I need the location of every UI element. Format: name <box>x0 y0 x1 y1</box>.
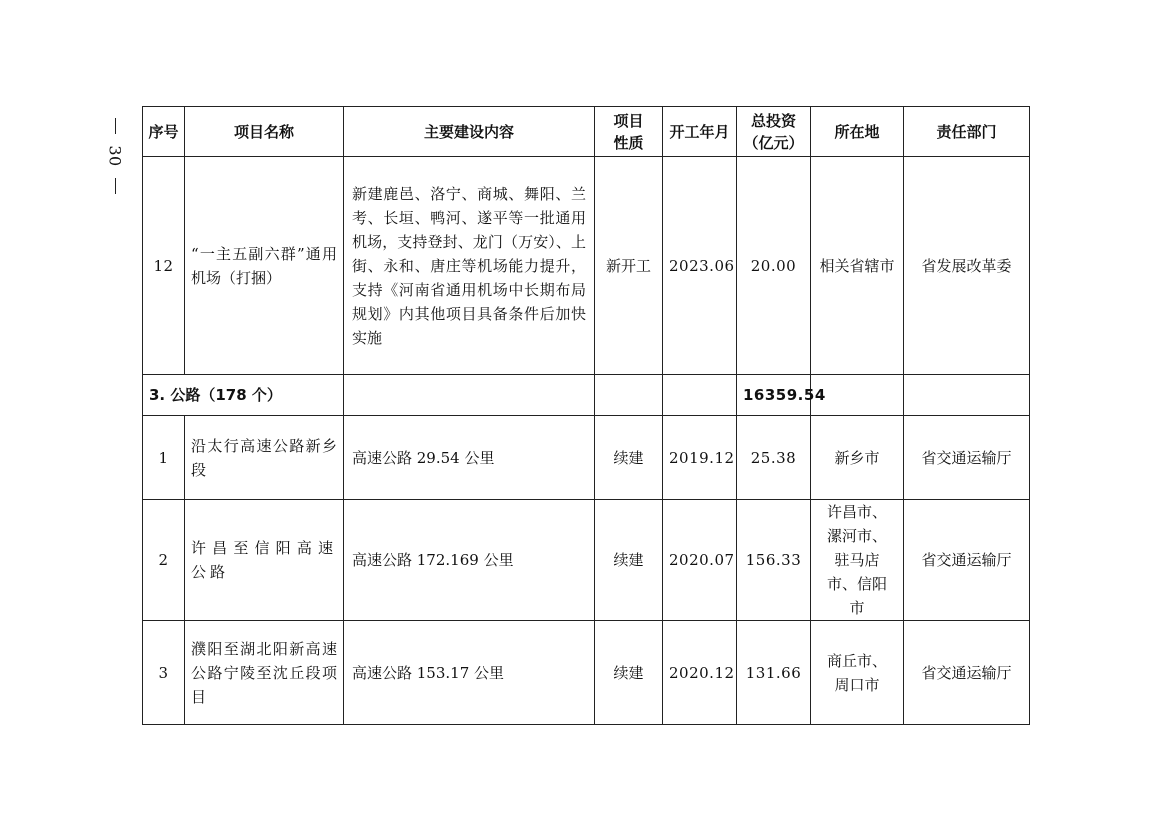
section-empty-nature <box>595 375 663 416</box>
header-nature-line2: 性质 <box>613 133 644 152</box>
cell-invest: 25.38 <box>737 416 811 500</box>
cell-content: 高速公路 153.17 公里 <box>344 621 595 725</box>
cell-nature: 新开工 <box>595 157 663 375</box>
cell-dept: 省发展改革委 <box>904 157 1030 375</box>
section-empty-content <box>344 375 595 416</box>
cell-invest: 156.33 <box>737 500 811 621</box>
header-start: 开工年月 <box>663 107 737 157</box>
header-nature <box>595 107 663 157</box>
table-row <box>143 416 1030 500</box>
header-invest-line1: 总投资 <box>750 111 796 130</box>
cell-seq: 1 <box>143 416 185 500</box>
section-empty-start <box>663 375 737 416</box>
header-invest <box>737 107 811 157</box>
cell-start: 2019.12 <box>663 416 737 500</box>
page-number-dash-top <box>115 118 116 134</box>
cell-nature: 续建 <box>595 621 663 725</box>
cell-name: 沿太行高速公路新乡段 <box>185 416 344 500</box>
project-table <box>142 106 1030 725</box>
cell-dept: 省交通运输厅 <box>904 500 1030 621</box>
cell-name: 许昌至信阳高速公路 <box>185 500 344 621</box>
table-row <box>143 157 1030 375</box>
cell-seq: 2 <box>143 500 185 621</box>
cell-seq: 12 <box>143 157 185 375</box>
table-header-row <box>143 107 1030 157</box>
cell-dept: 省交通运输厅 <box>904 621 1030 725</box>
cell-name: 濮阳至湖北阳新高速公路宁陵至沈丘段项目 <box>185 621 344 725</box>
header-invest-line2: （亿元） <box>743 133 804 152</box>
header-location: 所在地 <box>811 107 904 157</box>
header-name: 项目名称 <box>185 107 344 157</box>
cell-location: 商丘市、周口市 <box>811 621 904 725</box>
page-number <box>100 118 130 218</box>
cell-dept: 省交通运输厅 <box>904 416 1030 500</box>
header-content: 主要建设内容 <box>344 107 595 157</box>
page-number-text: 30 <box>105 145 125 167</box>
cell-start: 2023.06 <box>663 157 737 375</box>
cell-location: 许昌市、漯河市、驻马店市、信阳市 <box>811 500 904 621</box>
cell-nature: 续建 <box>595 416 663 500</box>
table-row <box>143 621 1030 725</box>
cell-content: 高速公路 172.169 公里 <box>344 500 595 621</box>
cell-start: 2020.07 <box>663 500 737 621</box>
section-total: 16359.54 <box>737 375 811 416</box>
cell-name: “一主五副六群”通用机场（打捆） <box>185 157 344 375</box>
section-title: 3. 公路（178 个） <box>143 375 344 416</box>
cell-content: 新建鹿邑、洛宁、商城、舞阳、兰考、长垣、鸭河、遂平等一批通用机场，支持登封、龙门（万安）、上街、永和、唐庄等机场能力提升，支持《河南省通用机场中长期布局规划》内其他项目具备条件后加快实施 <box>344 157 595 375</box>
section-row <box>143 375 1030 416</box>
cell-location: 相关省辖市 <box>811 157 904 375</box>
section-empty-dept <box>904 375 1030 416</box>
page-number-dash-bottom <box>115 178 116 194</box>
cell-start: 2020.12 <box>663 621 737 725</box>
cell-location: 新乡市 <box>811 416 904 500</box>
cell-nature: 续建 <box>595 500 663 621</box>
cell-seq: 3 <box>143 621 185 725</box>
header-dept: 责任部门 <box>904 107 1030 157</box>
header-nature-line1: 项目 <box>613 111 644 130</box>
cell-content: 高速公路 29.54 公里 <box>344 416 595 500</box>
cell-invest: 20.00 <box>737 157 811 375</box>
cell-invest: 131.66 <box>737 621 811 725</box>
header-seq: 序号 <box>143 107 185 157</box>
table-row <box>143 500 1030 621</box>
